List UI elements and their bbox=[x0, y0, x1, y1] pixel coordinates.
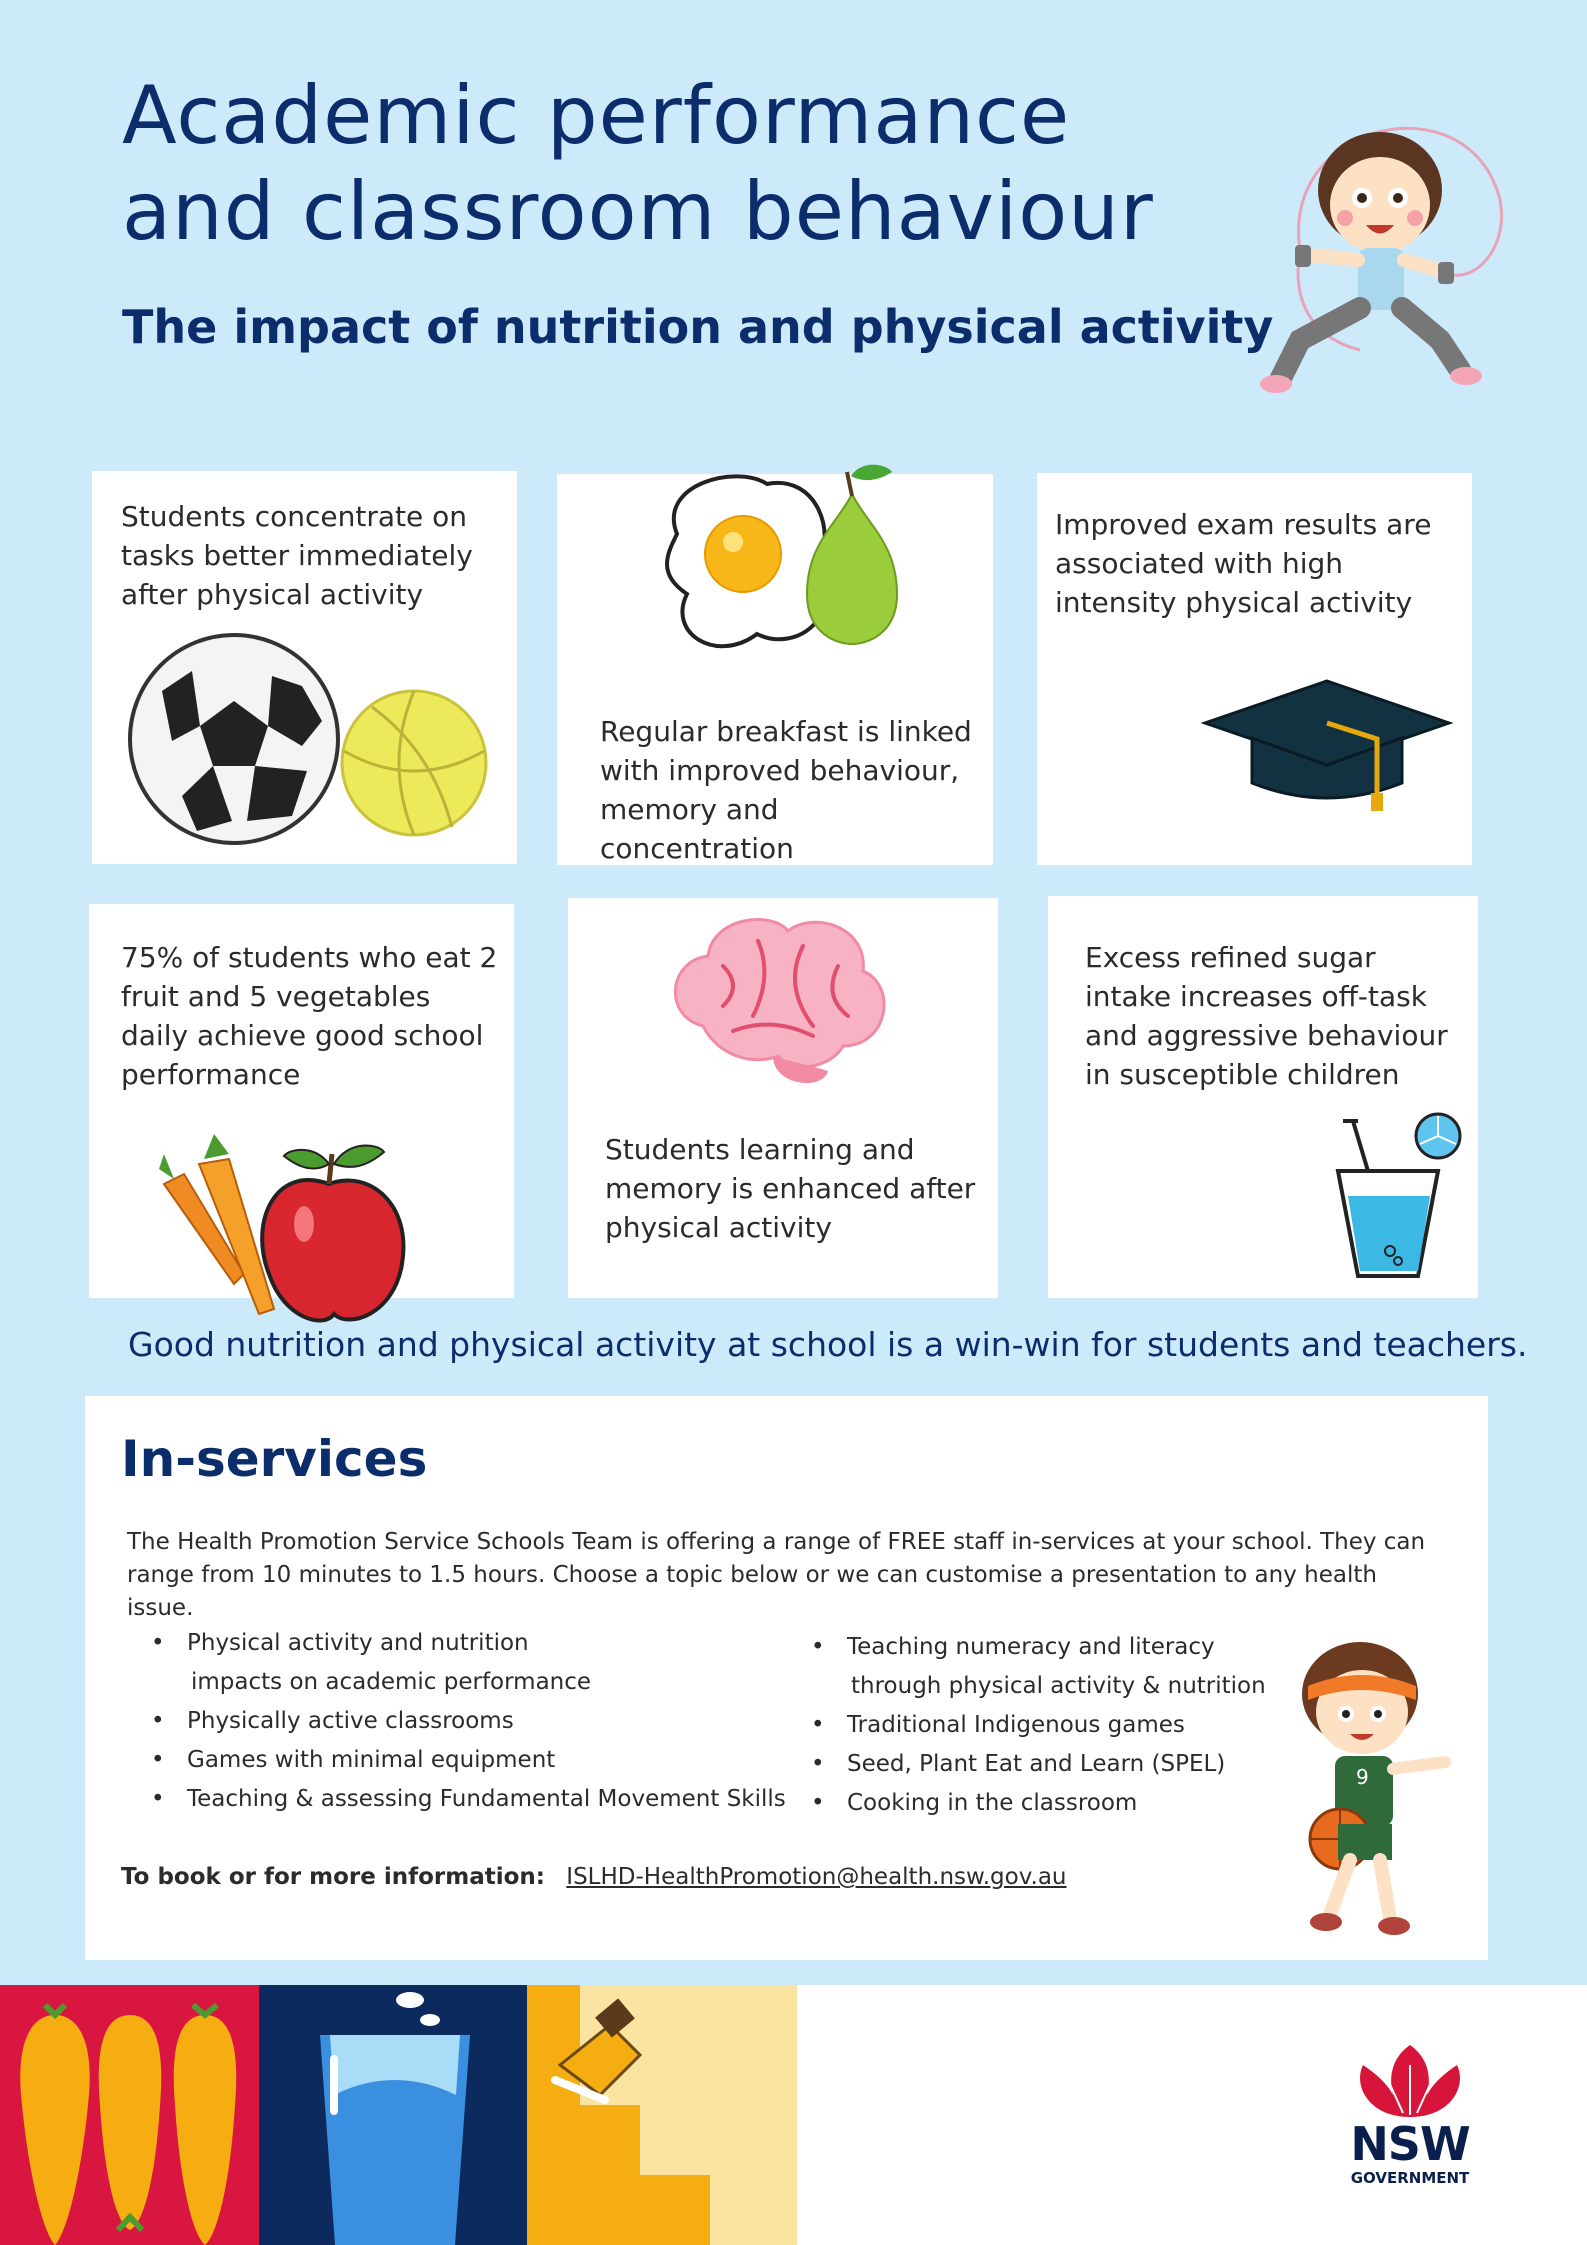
list-item: • Games with minimal equipment bbox=[151, 1747, 556, 1773]
card-text: Students learning and memory is enhanced after physical activity bbox=[605, 1133, 976, 1244]
card-text: Improved exam results are associated with high intensity physical activity bbox=[1055, 508, 1432, 619]
drink-glass-icon bbox=[1318, 1096, 1468, 1286]
inservices-panel bbox=[85, 1396, 1488, 1960]
card-text: Students concentrate on tasks better immediately after physical activity bbox=[121, 500, 473, 611]
list-item: • Physical activity and nutrition impacts on academic performance bbox=[151, 1630, 592, 1695]
basketball-boy-illustration bbox=[1280, 1634, 1470, 1944]
footer-banner-graphics bbox=[0, 1985, 797, 2245]
page-subtitle: The impact of nutrition and physical activity bbox=[122, 300, 1274, 354]
nsw-logo-subtext: GOVERNMENT bbox=[1350, 2169, 1470, 2187]
card-text: 75% of students who eat 2 fruit and 5 vegetables daily achieve good school performance bbox=[121, 941, 498, 1091]
list-item: • Cooking in the classroom bbox=[811, 1790, 1138, 1816]
graduation-cap-icon bbox=[1197, 673, 1457, 823]
apple-and-carrots-icon bbox=[154, 1134, 414, 1334]
topics-list-right bbox=[805, 1628, 1266, 1823]
topics-list-left bbox=[145, 1624, 786, 1819]
booking-email-link[interactable]: ISLHD-HealthPromotion@health.nsw.gov.au bbox=[566, 1864, 1067, 1890]
list-item: • Traditional Indigenous games bbox=[811, 1712, 1185, 1738]
list-item: • Seed, Plant Eat and Learn (SPEL) bbox=[811, 1751, 1226, 1777]
booking-info bbox=[121, 1864, 1067, 1890]
inservices-title: In-services bbox=[121, 1430, 428, 1488]
tagline: Good nutrition and physical activity at school is a win-win for students and teachers. bbox=[128, 1325, 1528, 1364]
card-exam-results bbox=[1037, 473, 1472, 865]
booking-label: To book or for more information: bbox=[121, 1864, 545, 1890]
list-item: • Physically active classrooms bbox=[151, 1708, 514, 1734]
card-breakfast bbox=[557, 474, 993, 865]
title-line-2: and classroom behaviour bbox=[122, 165, 1154, 258]
card-refined-sugar bbox=[1048, 896, 1478, 1298]
card-concentration bbox=[92, 471, 517, 864]
waratah-flower-icon bbox=[1348, 2045, 1472, 2119]
title-line-1: Academic performance bbox=[122, 69, 1071, 162]
list-item: • Teaching numeracy and literacy through physical activity & nutrition bbox=[811, 1634, 1266, 1699]
nsw-logo-text: NSW bbox=[1350, 2117, 1470, 2171]
egg-and-pear-icon bbox=[647, 454, 917, 674]
card-text: Excess refined sugar intake increases off-task and aggressive behaviour in susceptible children bbox=[1085, 941, 1448, 1091]
card-text: Regular breakfast is linked with improved behaviour, memory and concentration bbox=[600, 715, 972, 865]
svg-text:9: 9 bbox=[1356, 1765, 1369, 1789]
page-title bbox=[122, 68, 1154, 260]
card-learning-memory bbox=[568, 898, 998, 1298]
card-fruit-vegetables bbox=[89, 904, 514, 1298]
inservices-description: The Health Promotion Service Schools Team is offering a range of FREE staff in-services at your school. They can range from 10 minutes to 1.5 hours. Choose a topic below or we can customise a presentation to any health issue. bbox=[127, 1529, 1426, 1621]
soccer-ball-and-tennis-ball-icon bbox=[122, 631, 492, 851]
nsw-government-logo bbox=[1340, 2045, 1480, 2195]
list-item: • Teaching & assessing Fundamental Movement Skills bbox=[151, 1786, 786, 1812]
brain-icon bbox=[663, 906, 893, 1096]
skipping-girl-illustration bbox=[1240, 80, 1520, 420]
